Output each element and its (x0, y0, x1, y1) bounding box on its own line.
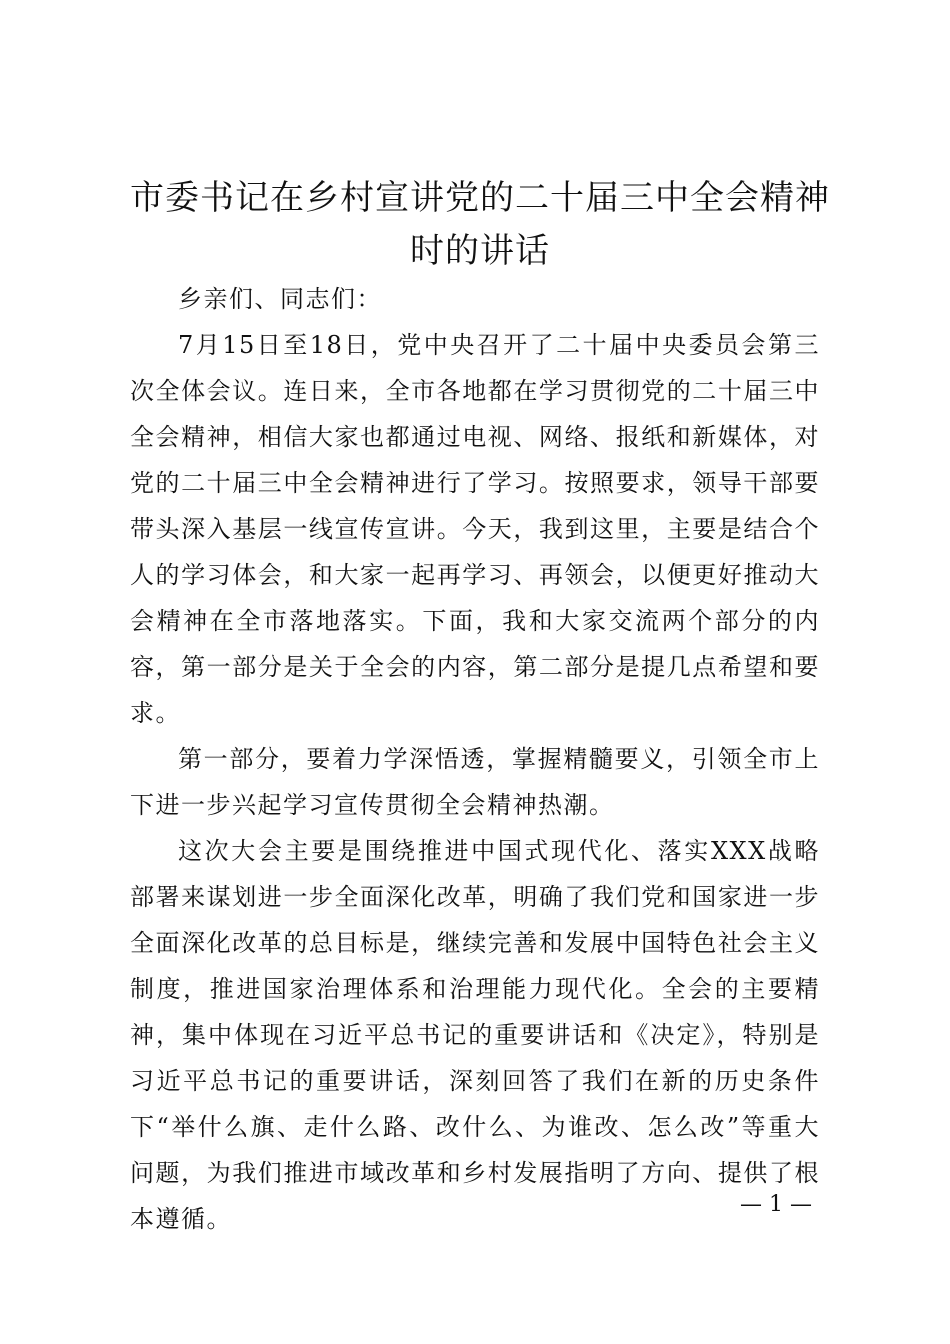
salutation-paragraph: 乡亲们、同志们： (178, 285, 382, 313)
document-body (130, 276, 820, 1242)
document-title: 市委书记在乡村宣讲党的二十届三中全会精神时的讲话 (130, 178, 830, 271)
body-paragraph-2: 第一部分，要着力学深悟透，掌握精髓要义，引领全市上下进一步兴起学习宣传贯彻全会精神热潮。 (130, 745, 820, 819)
body-paragraph-3: 这次大会主要是围绕推进中国式现代化、落实XXX战略部署来谋划进一步全面深化改革，明确了我们党和国家进一步全面深化改革的总目标是，继续完善和发展中国特色社会主义制度，推进国家治理体系和治理能力现代化。全会的主要精神，集中体现在习近平总书记的重要讲话和《决定》，特别是习近平总书记的重要讲话，深刻回答了我们在新的历史条件下“举什么旗、走什么路、改什么、为谁改、怎么改”等重大问题，为我们推进市域改革和乡村发展指明了方向、提供了根本遵循。 (130, 837, 820, 1233)
body-paragraph-1: 7月15日至18日，党中央召开了二十届中央委员会第三次全体会议。连日来，全市各地都在学习贯彻党的二十届三中全会精神，相信大家也都通过电视、网络、报纸和新媒体，对党的二十届三中全会精神进行了学习。按照要求，领导干部要带头深入基层一线宣传宣讲。今天，我到这里，主要是结合个人的学习体会，和大家一起再学习、再领会，以便更好推动大会精神在全市落地落实。下面，我和大家交流两个部分的内容，第一部分是关于全会的内容，第二部分是提几点希望和要求。 (130, 331, 820, 727)
page-number: — 1 — (740, 1192, 812, 1217)
